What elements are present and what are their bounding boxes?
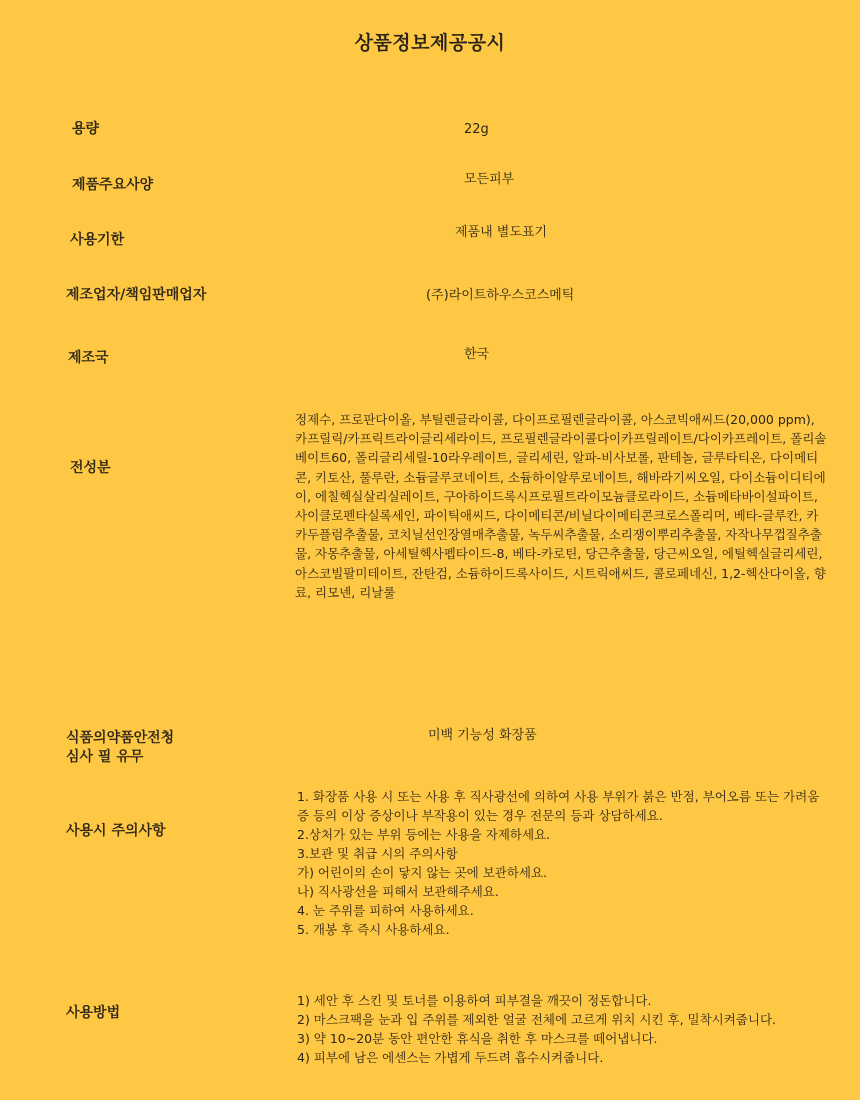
row-value-country: 한국 xyxy=(464,347,490,362)
row-label-mfds-line2: 심사 필 유무 xyxy=(66,749,144,765)
row-label-volume: 용량 xyxy=(72,121,100,137)
caution-line: 2.상처가 있는 부위 등에는 사용을 자제하세요. xyxy=(297,827,551,842)
row-label-skin-type: 제품주요사양 xyxy=(72,177,154,193)
row-value-expiry: 제품내 별도표기 xyxy=(455,225,548,240)
row-label-ingredients: 전성분 xyxy=(70,460,111,476)
row-value-volume: 22g xyxy=(464,122,489,137)
row-value-mfds: 미백 기능성 화장품 xyxy=(428,728,537,743)
caution-line: 4. 눈 주위를 피하여 사용하세요. xyxy=(297,903,474,918)
row-label-expiry: 사용기한 xyxy=(70,232,125,248)
caution-line: 3.보관 및 취급 시의 주의사항 xyxy=(297,846,458,861)
caution-line: 가) 어린이의 손이 닿지 않는 곳에 보관하세요. xyxy=(297,865,548,880)
row-value-usage xyxy=(297,991,837,1067)
row-value-skin-type: 모든피부 xyxy=(464,172,515,187)
usage-line: 1) 세안 후 스킨 및 토너를 이용하여 피부결을 깨끗이 정돈합니다. xyxy=(297,993,652,1008)
row-label-usage: 사용방법 xyxy=(66,1005,121,1021)
page-title: 상품정보제공공시 xyxy=(354,32,506,54)
caution-line: 5. 개봉 후 즉시 사용하세요. xyxy=(297,922,450,937)
row-label-mfds xyxy=(66,729,174,767)
caution-line: 나) 직사광선을 피해서 보관해주세요. xyxy=(297,884,499,899)
row-value-ingredients: 정제수, 프로판다이올, 부틸렌글라이콜, 다이프로필렌글라이콜, 아스코빅애씨드(20,000 ppm), 카프릴릭/카프릭트라이글리세라이드, 프로필렌글라이콜다이카프릴레이트/다이카프레이트, 폴리솔베이트60, 폴리글리세릴-10라우레이트, 글리세린, 알파-비사보롤, 판테놀, 글루타티온, 다이메티콘, 키토산, 풀루란, 소듐글루코네이트, 소듐하이알루로네이트, 해바라기씨오일, 다이소듐이디티에이, 에칠헥실살리실레이트, 구아하이드록시프로필트라이모늄클로라이드, 소듐메타바이설파이트, 사이클로펜타실록세인, 파이틱애씨드, 다이메티콘/비닐다이메티콘크로스폴리머, 베타-글루칸, 카카두플럼추출물, 코치닐선인장열매추출물, 녹두씨추출물, 소리쟁이뿌리추출물, 자작나무껍질추출물, 자몽추출물, 아세틸헥사펩타이드-8, 베타-카로틴, 당근추출물, 당근씨오일, 에틸헥실글리세린, 아스코빌팔미테이트, 잔탄검, 소듐하이드록사이드, 시트릭애씨드, 콜로페네신, 1,2-헥산다이올, 향료, 리모넨, 리날룰 xyxy=(295,412,827,600)
row-label-country: 제조국 xyxy=(68,350,109,366)
row-label-manufacturer: 제조업자/책임판매업자 xyxy=(66,287,207,303)
usage-line: 4) 피부에 남은 에센스는 가볍게 두드려 흡수시켜줍니다. xyxy=(297,1050,604,1065)
row-label-mfds-line1: 식품의약품안전청 xyxy=(66,730,175,746)
caution-line: 1. 화장품 사용 시 또는 사용 후 직사광선에 의하여 사용 부위가 붉은 반점, 부어오름 또는 가려움증 등의 이상 증상이나 부작용이 있는 경우 전문의 등과 상담하세요. xyxy=(297,789,820,823)
row-value-manufacturer: (주)라이트하우스코스메틱 xyxy=(426,288,575,303)
usage-line: 3) 약 10~20분 동안 편안한 휴식을 취한 후 마스크를 떼어냅니다. xyxy=(297,1031,658,1046)
row-label-caution: 사용시 주의사항 xyxy=(66,823,166,839)
usage-line: 2) 마스크팩을 눈과 입 주위를 제외한 얼굴 전체에 고르게 위치 시킨 후, 밀착시켜줍니다. xyxy=(297,1012,777,1027)
row-value-caution xyxy=(297,787,825,939)
